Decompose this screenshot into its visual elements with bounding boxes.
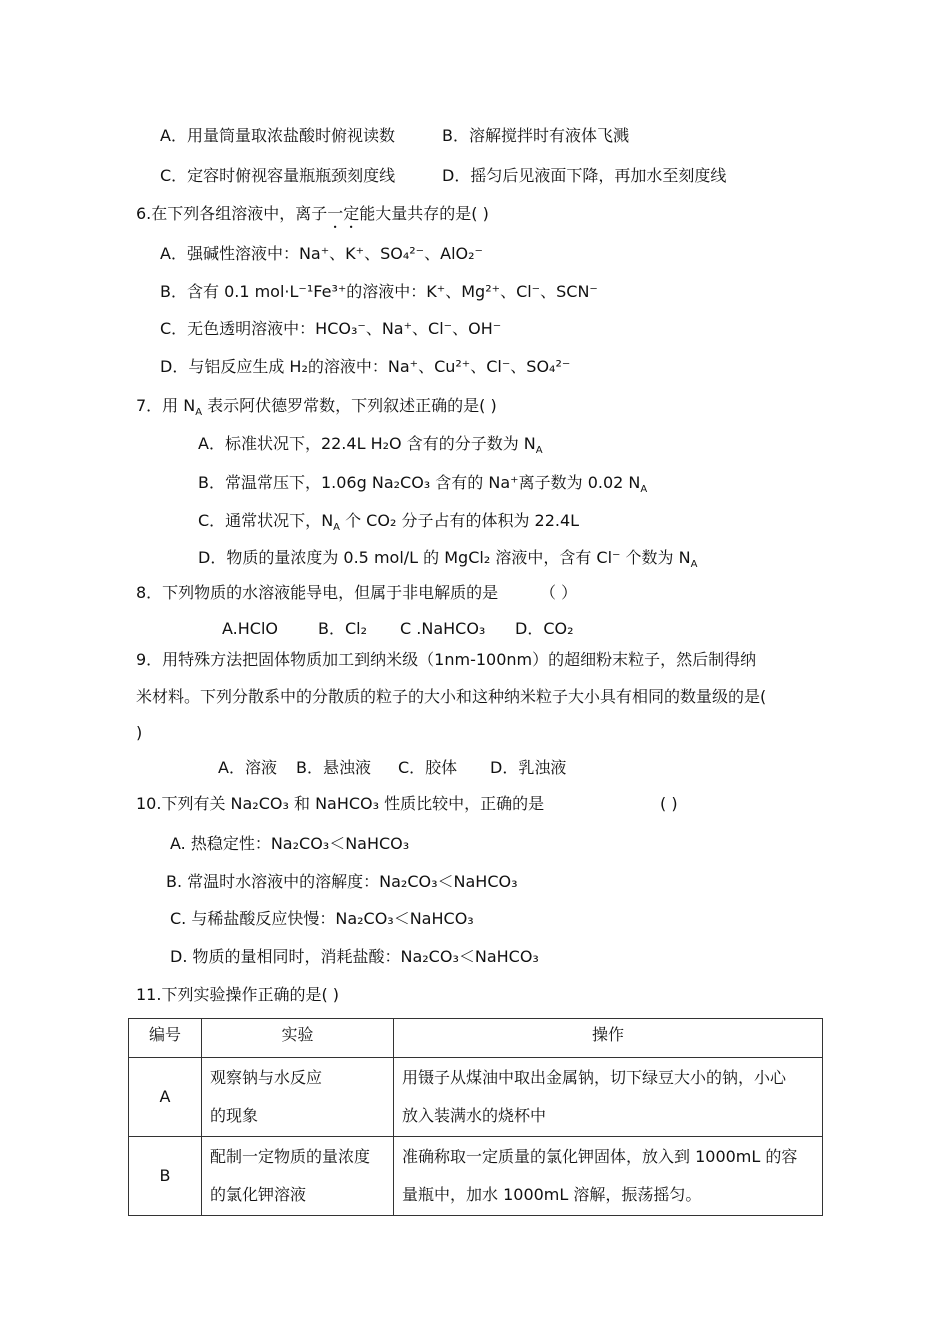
row-operation-line: 准确称取一定质量的氯化钾固体，放入到 1000mL 的容: [402, 1147, 798, 1166]
row-experiment: [202, 1058, 394, 1137]
q6-option-c: C．无色透明溶液中：HCO₃⁻、Na⁺、Cl⁻、OH⁻: [160, 319, 502, 338]
q8-option-b: B．Cl₂: [318, 619, 368, 638]
q6-stem-post: 能大量共存的是( ): [359, 204, 489, 223]
q7-option-b: B．常温常压下，1.06g Na₂CO₃ 含有的 Na⁺离子数为 0.02 $N_A$: [198, 473, 648, 496]
header-operation: 操作: [394, 1019, 823, 1058]
q10-option-d: D. 物质的量相同时，消耗盐酸：Na₂CO₃＜NaHCO₃: [170, 947, 539, 966]
q6-option-d: D．与铝反应生成 H₂的溶液中：Na⁺、Cu²⁺、Cl⁻、SO₄²⁻: [160, 357, 571, 376]
header-experiment: 实验: [202, 1019, 394, 1058]
q7-option-d: D．物质的量浓度为 0.5 mol/L 的 MgCl₂ 溶液中，含有 Cl⁻ 个数为 $N_A$: [198, 548, 698, 571]
q8-stem: 8．下列物质的水溶液能导电，但属于非电解质的是: [136, 583, 499, 602]
row-experiment-line: 的氯化钾溶液: [210, 1185, 307, 1204]
q6-stem-pre: 6.在下列各组溶液中，离子: [136, 204, 328, 223]
q8-option-d: D．CO₂: [515, 619, 574, 638]
q9-stem-line2: 米材料。下列分散系中的分散质的粒子的大小和这种纳米粒子大小具有相同的数量级的是(: [136, 687, 767, 706]
q7-stem: 7．用 $N_A$ 表示阿伏德罗常数，下列叙述正确的是( ): [136, 396, 497, 419]
row-id: B: [129, 1137, 202, 1216]
q6-stem-emphasis: 一定: [327, 204, 360, 223]
row-experiment-line: 配制一定物质的量浓度: [210, 1147, 371, 1166]
row-experiment: [202, 1137, 394, 1216]
q7-option-c: C．通常状况下，$N_A$ 个 CO₂ 分子占有的体积为 22.4L: [198, 511, 580, 534]
q5-option-d: D．摇匀后见液面下降，再加水至刻度线: [442, 166, 727, 185]
row-operation-line: 放入装满水的烧杯中: [402, 1106, 547, 1125]
table-header-row: [129, 1019, 823, 1058]
table-row: [129, 1137, 823, 1216]
row-operation-line: 量瓶中，加水 1000mL 溶解，振荡摇匀。: [402, 1185, 702, 1204]
header-id: 编号: [129, 1019, 202, 1058]
q5-option-b: B．溶解搅拌时有液体飞溅: [442, 126, 629, 145]
q10-option-b: B. 常温时水溶液中的溶解度：Na₂CO₃＜NaHCO₃: [166, 872, 518, 891]
row-operation: [394, 1137, 823, 1216]
row-experiment-line: 观察钠与水反应: [210, 1068, 323, 1087]
row-operation: [394, 1058, 823, 1137]
q9-option-a: A．溶液: [218, 758, 277, 777]
q9-stem-line1: 9．用特殊方法把固体物质加工到纳米级（1nm-100nm）的超细粉末粒子，然后制得纳: [136, 650, 757, 669]
q9-option-b: B．悬浊液: [296, 758, 371, 777]
row-id: A: [129, 1058, 202, 1137]
q10-option-c: C. 与稀盐酸反应快慢：Na₂CO₃＜NaHCO₃: [170, 909, 474, 928]
q5-option-a: A．用量筒量取浓盐酸时俯视读数: [160, 126, 395, 145]
q9-option-c: C．胶体: [398, 758, 458, 777]
q6-option-b: B．含有 0.1 mol·L⁻¹Fe³⁺的溶液中：K⁺、Mg²⁺、Cl⁻、SCN⁻: [160, 282, 598, 301]
q5-option-c: C．定容时俯视容量瓶瓶颈刻度线: [160, 166, 396, 185]
row-operation-line: 用镊子从煤油中取出金属钠，切下绿豆大小的钠，小心: [402, 1068, 787, 1087]
q10-answer-paren: ( ): [660, 794, 678, 813]
q8-option-a: A.HClO: [222, 619, 278, 638]
q8-option-c: C .NaHCO₃: [400, 619, 486, 638]
q9-stem-line3: ): [136, 723, 143, 742]
q11-stem: 11.下列实验操作正确的是( ): [136, 985, 340, 1004]
q10-option-a: A. 热稳定性：Na₂CO₃＜NaHCO₃: [170, 834, 410, 853]
q11-table: [128, 1018, 823, 1216]
row-experiment-line: 的现象: [210, 1106, 259, 1125]
q7-option-a: A．标准状况下，22.4L H₂O 含有的分子数为 $N_A$: [198, 434, 543, 457]
q9-option-d: D．乳浊液: [490, 758, 567, 777]
q6-option-a: A．强碱性溶液中：Na⁺、K⁺、SO₄²⁻、AlO₂⁻: [160, 244, 483, 263]
q10-stem: 10.下列有关 Na₂CO₃ 和 NaHCO₃ 性质比较中，正确的是: [136, 794, 545, 813]
q6-stem: [136, 203, 489, 232]
table-row: [129, 1058, 823, 1137]
q8-answer-paren: （ ）: [540, 583, 578, 602]
